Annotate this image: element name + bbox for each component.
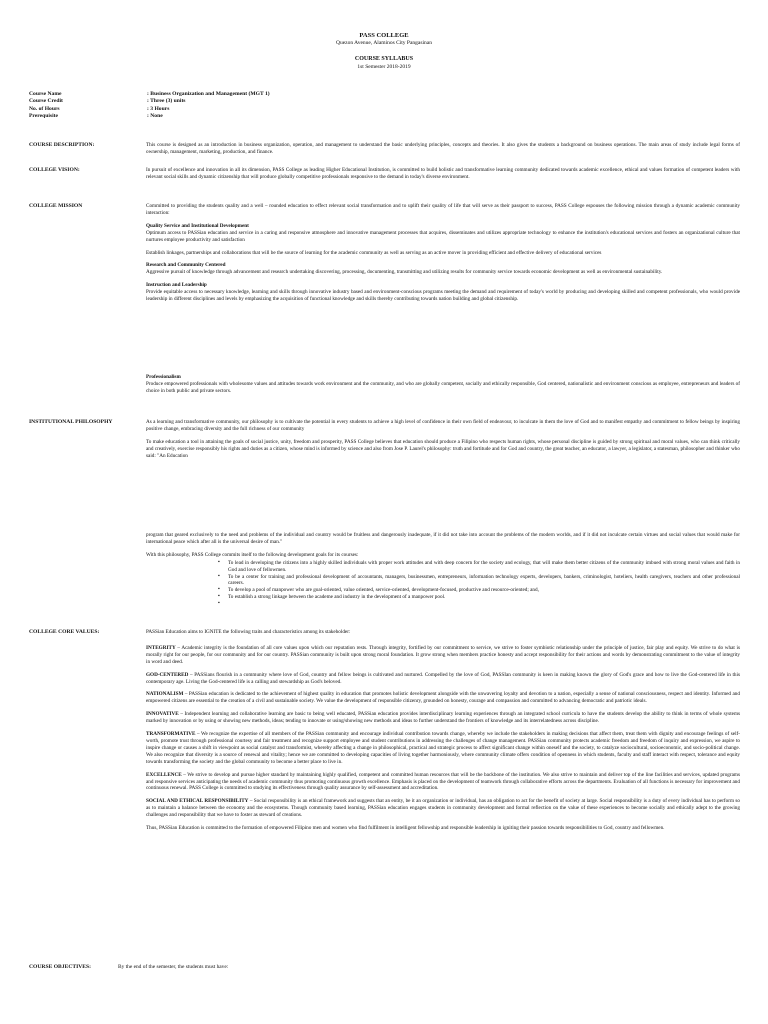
core-values-intro: PASSian Education aims to IGNITE the following traits and characteristics among its stakeholder:	[146, 629, 351, 635]
core-value-text: – Academic integrity is the foundation of all core values upon which our reputation rests. Through integrity, fortified by our commitment to service, we strive to foster symbiotic relationship under the principle of justice, fair play and equity. We strive to do what is morally right for our people, for our community and for our country. PASSian community is built upon strong moral foundation. It grow strong when members practice honesty and accept responsibility for their actions and words by demonstrating commitment to the value of integrity in word and deed.	[146, 644, 740, 665]
description-label: COURSE DESCRIPTION:	[29, 142, 95, 148]
course-info-label: Course Name	[29, 91, 62, 97]
mission-qs-text: Establish linkages, partnerships and collaborations that will be the source of learning for the academic community as well as serving as an active mover in providing efficient and effective delivery of educational services	[146, 249, 602, 256]
course-info-value: : Business Organization and Management (MGT 1)	[147, 91, 270, 97]
core-value-name: GOD-CENTERED	[146, 671, 189, 678]
core-value-item	[146, 672, 740, 686]
philosophy-text: program that geared exclusively to the need and problems of the individual and country would be fruitless and dangerously inadequate, if it did not take into account the problems of the modern worlds, and if it did not inculcate certain virtues and social values that would make for international peace which after all is the universal desire of man."	[146, 532, 740, 545]
course-info-row	[29, 98, 447, 105]
goal-item	[218, 601, 740, 608]
mission-rc-heading: Research and Community Centered	[146, 262, 226, 269]
core-value-text: – Independent learning and collaborative learning are basic to being well educated, PASSian education provides interdisciplinary learning experiences through an integrated school curricula to have the students develop the ability to think in terms of whole systems marked by innovation or by using or showing new methods, ideas; tending to innovate or using/showing new methods and ideas to further understand the frontiers of knowledge and its interrelatedness across discipline.	[146, 711, 740, 725]
core-value-text: – Social responsibility is an ethical framework and suggests that an entity, be it an organization or individual, has an obligation to act for the benefit of society at large. Social responsibility is a duty of every individual has to perform so as to maintain a balance between the economy and the ecosystems. Though community based learning, PASSian education engages students in community development and formal reflection on the value of these experiences to become socially and ethically adept to the growing challenges and responsibility that we have to foster as steward of creations.	[146, 798, 740, 819]
goal-item: ▪ To lead in developing the citizens into a highly skilled individuals with proper work attitudes and with deep concern for the society and ecology, that will make them better citizens of the community imbued with strong moral values and faith in God and love of fellowmen.	[218, 560, 740, 574]
course-info-value: : Three (3) units	[147, 98, 186, 105]
core-value-text: – We strive to develop and pursue higher standard by maintaining highly qualified, competent and committed human resources that will be the backbone of the institution. We also strive to maintain and deliver top of the line facilities and services, updated programs and responsive services anticipating the needs of academic community thus promoting continuous growth excellence. Emphasis is placed on the development of teamwork through collaborative efforts across the departments. Evaluation of all functions is necessary for improvement and continuous renewal. PASS College is committed to studying its effectiveness through quality assurance by self-assessment and accreditation.	[146, 771, 740, 792]
core-value-name: NATIONALISM	[146, 691, 184, 698]
course-info-row	[29, 113, 447, 120]
mission-il-text: Provide equitable access to necessary knowledge, learning and skills through innovative industry based and environment-conscious programs meeting the demand and requirement of today's world by producing and developing skilled and competent professionals, who would provide leadership in different disciplines and levels by emphasizing the acquisition of functional knowledge and skills thereby contributing towards nation building and global citizenship.	[146, 289, 740, 303]
goals-list	[146, 560, 740, 608]
course-info-row	[29, 91, 447, 98]
vision-section	[146, 167, 740, 187]
core-value-text: – We recognize the expertise of all members of the PASSian community and encourage individual contribution towards change, whereby we include the stakeholders in making decisions that affect them, treat them with dignity and encourage feelings of self-worth, promote trust through professional courtesy and fair treatment and recognize support employee and student contributions in addressing the challenges of change management. PASSian community protects academic freedom and freedom of inquiry and expression, we aspire to inspire change or causes a shift in viewpoint as social catalyst and transformist, whereby affecting a change in philosophical, practical and strategic process to affect significant change within oneself and the society, to catalyze sociocultural, socioeconomic, and socio-political change. We also recognize that diversity is a source of renewal and vitality; hence we are committed to developing capacities of living together harmoniously, where community climate offers condition of openness in which students, faculty and staff interact with respect, tolerance and equity towards transforming the society and the global community to become a better place to live in.	[146, 731, 740, 765]
mission-pr-text: Produce empowered professionals with wholesome values and attitudes towards work environment and the community, and who are globally competent, socially and ethically responsible, God centered, nationalistic and environment conscious as employee, entrepreneurs and leaders of choice in both public and private sectors.	[146, 380, 740, 394]
core-value-item	[146, 691, 740, 705]
course-info-value: : None	[147, 113, 163, 120]
philosophy-section	[146, 419, 740, 466]
core-value-name: EXCELLENCE	[146, 771, 182, 778]
philosophy-continued	[146, 532, 740, 608]
goal-item: ▪ To be a center for training and professional development of accountants, managers, businessmen, entrepreneurs, information technology experts, developers, bankers, criminologist, hoteliers, health caregivers, teachers and other professional careers.	[218, 574, 740, 588]
core-value-name: SOCIAL AND ETHICAL RESPONSIBILITY	[146, 798, 249, 805]
mission-section	[146, 203, 740, 309]
mission-qs-heading: Quality Service and Institutional Development	[146, 222, 249, 229]
core-values-section	[146, 629, 740, 838]
vision-label: COLLEGE VISION:	[29, 167, 80, 173]
document-title: COURSE SYLLABUS	[354, 56, 414, 62]
mission-pr-heading: Professionalism	[146, 374, 181, 380]
mission-intro: Committed to providing the students quality and a well – rounded education to effect relevant social transformation and to uplift their quality of life that will serve as their passport to success, PASS College espouses the following mission through a dynamic academic community interaction:	[146, 203, 740, 216]
core-value-name: TRANSFORMATIVE	[146, 731, 196, 738]
core-value-item	[146, 731, 740, 766]
course-info	[29, 91, 447, 121]
mission-label: COLLEGE MISSION	[29, 203, 83, 209]
goal-item: ▪ To develop a pool of manpower who are goal-oriented, value oriented, service-oriented, development-focused, productive and resource-oriented; and,	[218, 587, 740, 594]
mission-professionalism	[146, 374, 740, 401]
mission-rc-text: Aggressive pursuit of knowledge through advancement and research undertaking discovering, processing, documenting, transmitting and utilizing results for community service towards economic development as well as environmental sustainability.	[146, 269, 663, 276]
goal-item: ▪ To establish a strong linkage between the academe and industry in the development of a manpower pool.	[218, 594, 740, 601]
vision-text: In pursuit of excellence and innovation in all its dimension, PASS College as leading Higher Educational Institution, is committed to build holistic and transformative learning community dedicated towards academic excellence, ethical and values formation of competent leaders with relevant social skills and dynamic citizenship that will produce globally competitive professionals responsive to the demand in today's diverse environment.	[146, 167, 740, 180]
core-value-name: INTEGRITY	[146, 644, 176, 651]
philosophy-text: With this philosophy, PASS College commits itself to the following development goals for its courses:	[146, 551, 359, 558]
core-value-item	[146, 798, 740, 819]
core-values-closing: Thus, PASSian Education is committed to the formation of empowered Filipino men and women who find fulfilment in intelligent fellowship and responsible leadership in igniting their passion towards responsibilities to God, country and fellowmen.	[146, 825, 665, 832]
course-info-row	[29, 106, 447, 113]
course-info-value: : 3 Hours	[147, 105, 170, 112]
college-name: PASS COLLEGE	[359, 32, 409, 39]
core-value-text: – PASSian education is dedicated to the achievement of highest quality in education that promotes holistic development alongside with the unwavering loyalty and devotion to a nation, especially a sense of national consciousness, respect and identity. Informed and empowered citizens are essential to the creation of a civil and sustainable society. We value the development of responsible citizenry, grounded on honesty, courage and compassion and committed to advancing democratic and patriotic ideals.	[146, 691, 740, 705]
core-value-item	[146, 711, 740, 725]
core-values-label: COLLEGE CORE VALUES:	[29, 629, 100, 635]
mission-il-heading: Instruction and Leadership	[146, 282, 207, 289]
course-info-label: No. of Hours	[29, 105, 60, 112]
mission-qs-text: Optimum access to PASSian education and service in a caring and responsive atmosphere and innovative management processes that acquires, disseminates and utilizes appropriate technology to enhance the institution's educational services and fosters an organizational culture that nurtures employee productivity and satisfaction	[146, 229, 740, 243]
description-text: This course is designed as an introduction in business organization, operation, and management to understand the basic underlying principles, concepts and theories. It also gives the students a background on business operations. The main areas of study include legal forms of ownership, management, marketing, production, and finance.	[146, 142, 740, 155]
philosophy-text: As a learning and transformative community, our philosophy is to cultivate the potential in every students to achieve a high level of confidence in their own field of endeavour, to inculcate in them the love of God and to manifest empathy and commitment to fellow beings by inspiring positive change, embracing diversity and the full richness of our community	[146, 419, 740, 432]
objectives-text: By the end of the semester, the students must have:	[118, 964, 229, 970]
philosophy-text: To make education a tool in attaining the goals of social justice, unity, freedom and prosperity, PASS College believes that education should produce a Filipino who respects human rights, whose personal discipline is guided by strong spiritual and moral values, who can think critically and creatively, exercise responsibly his rights and duties as a citizen, whose mind is informed by science and also from Jose P. Laurel's philosophy: truth and fortitude and for God and country, the great teacher, an educator, a lawyer, a legislator, a statesman, philosopher and thinker who said: "An Education	[146, 438, 740, 459]
semester: 1st Semester 2018-2019	[357, 64, 411, 70]
core-value-item	[146, 772, 740, 793]
philosophy-label: INSTITUTIONAL PHILOSOPHY	[29, 419, 113, 425]
core-value-text: – PASSians flourish in a community where love of God, country and fellow beings is cultivated and nurtured. Compelled by the love of God, PASSIan community is keen in making known the glory of God's grace and how to live the God-centered life in this contemporary age. Living the God-centered life is a calling and stewardship as God's beloved.	[146, 671, 740, 685]
core-value-name: INNOVATIVE	[146, 711, 179, 718]
course-info-label: Course Credit	[29, 98, 63, 105]
college-address: Quezon Avenue, Alaminos City Pangasinan	[336, 40, 432, 46]
objectives-label: COURSE OBJECTIVES:	[29, 964, 92, 970]
core-value-item	[146, 645, 740, 666]
description-section	[146, 142, 740, 162]
course-info-label: Prerequisite	[29, 113, 58, 120]
